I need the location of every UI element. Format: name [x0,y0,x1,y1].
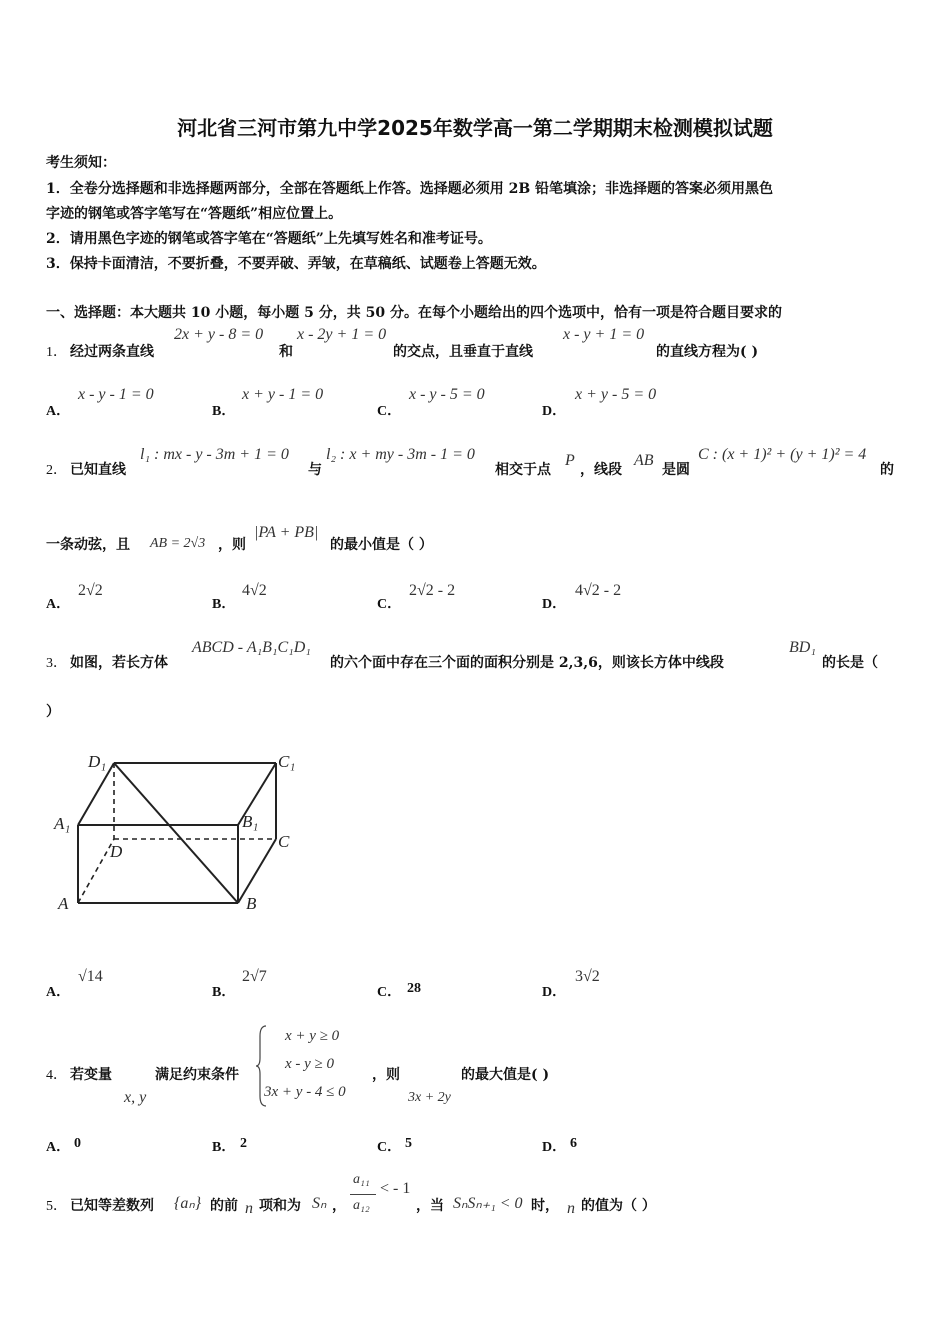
option-a-expr: 2√2 [78,582,103,599]
option-c-expr: x - y - 5 = 0 [409,386,485,403]
math-expression: AB [634,452,654,469]
question-text: 一条动弦，且 [46,537,130,553]
question-text: ，则 [372,1067,400,1083]
question-text: ） [46,704,60,720]
edge-a1d1 [78,763,114,825]
math-expression: |PA + PB| [254,524,319,541]
question-text: 相交于点 [495,462,551,478]
question-text: 的六个面中存在三个面的面积分别是 2,3,6，则该长方体中线段 [330,655,724,671]
math-expression: < - 1 [380,1180,411,1197]
fraction-denominator: a₁₂ [353,1198,370,1213]
math-expression: Sₙ [312,1195,327,1212]
question-text: 和 [279,344,293,360]
option-a-label[interactable]: A． [46,985,71,1000]
question-text: 已知直线 [70,462,126,478]
option-a-label[interactable]: A． [46,597,71,612]
option-a-expr: √14 [78,968,103,985]
question-text: 的长是（ [822,655,878,671]
vertex-label: D₁ [88,752,107,771]
option-b-expr: x + y - 1 = 0 [242,386,324,403]
math-expression: C : (x + 1)² + (y + 1)² = 4 [698,446,867,463]
question-number: 4． [46,1068,67,1083]
math-expression: {aₙ} [174,1195,202,1212]
question-text: 若变量 [70,1067,112,1083]
math-expression: BD₁ [789,639,816,656]
constraint-2: x - y ≥ 0 [285,1056,335,1072]
question-text: ，线段 [580,462,622,478]
option-a-expr: 0 [74,1136,81,1151]
vertex-label: D [110,842,123,861]
option-b-expr: 2√7 [242,968,267,985]
option-d-label[interactable]: D． [542,404,567,419]
notice-line-3: 3．保持卡面清洁，不要折叠，不要弄破、弄皱，在草稿纸、试题卷上答题无效。 [46,256,546,272]
question-number: 3． [46,656,67,671]
notice-line-1a: 1．全卷分选择题和非选择题两部分，全部在答题纸上作答。选择题必须用 2B 铅笔填涂；非选择题的答案必须用黑色 [46,181,774,197]
option-d-expr: 6 [570,1136,577,1151]
question-text: 的最小值是（ ） [330,537,433,553]
question-text: 经过两条直线 [70,344,154,360]
vertex-label: B [246,894,257,913]
fraction-bar [350,1194,376,1195]
option-b-label[interactable]: B． [212,597,236,612]
question-text: 的 [880,462,894,478]
segment-bd1 [114,763,238,903]
question-text: ，当 [416,1198,444,1214]
math-expression: SₙSₙ₊₁ < 0 [453,1195,523,1212]
option-c-label[interactable]: C． [377,404,402,419]
constraint-3: 3x + y - 4 ≤ 0 [264,1084,346,1100]
question-text: 的交点，且垂直于直线 [393,344,533,360]
math-expression: l₁ : mx - y - 3m + 1 = 0 [140,446,289,463]
question-text: 的值为（ ） [581,1198,656,1214]
vertex-label: B₁ [242,812,259,831]
question-text: 是圆 [662,462,690,478]
option-b-label[interactable]: B． [212,985,236,1000]
page-title: 河北省三河市第九中学2025年数学高一第二学期期末检测模拟试题 [177,116,773,140]
notice-line-2: 2．请用黑色字迹的钢笔或答字笔在“答题纸”上先填写姓名和准考证号。 [46,231,492,247]
question-text: 的前 [210,1198,238,1214]
option-d-expr: x + y - 5 = 0 [575,386,657,403]
math-expression: 2x + y - 8 = 0 [174,326,264,343]
constraint-1: x + y ≥ 0 [285,1028,340,1044]
section-heading: 一、选择题：本大题共 10 小题，每小题 5 分，共 50 分。在每个小题给出的四个选项中，恰有一项是符合题目要求的 [46,305,782,321]
option-c-expr: 2√2 - 2 [409,582,456,599]
question-text: ，则 [218,537,246,553]
option-a-label[interactable]: A． [46,404,71,419]
option-d-expr: 3√2 [575,968,600,985]
question-text: 时， [531,1198,559,1214]
question-text: ， [332,1198,346,1214]
option-c-label[interactable]: C． [377,985,402,1000]
notice-heading: 考生须知： [46,155,116,171]
option-d-label[interactable]: D． [542,985,567,1000]
cuboid-figure [48,745,308,935]
math-expression: l₂ : x + my - 3m - 1 = 0 [326,446,475,463]
edge-bc [238,839,276,903]
vertex-label: A [58,894,69,913]
math-expression: n [245,1200,253,1217]
question-text: 项和为 [259,1198,301,1214]
vertex-label: A₁ [54,814,71,833]
math-expression: P [565,452,575,469]
question-number: 1． [46,345,67,360]
option-a-expr: x - y - 1 = 0 [78,386,154,403]
option-b-expr: 4√2 [242,582,267,599]
math-expression: AB = 2√3 [150,536,206,551]
option-a-label[interactable]: A． [46,1140,71,1155]
math-expression: x - 2y + 1 = 0 [297,326,387,343]
hidden-edge-ad [78,839,114,903]
option-c-label[interactable]: C． [377,597,402,612]
vertex-label: C [278,832,290,851]
option-d-expr: 4√2 - 2 [575,582,622,599]
fraction-numerator: a₁₁ [353,1172,370,1187]
question-number: 2． [46,463,67,478]
question-text: 如图，若长方体 [70,655,168,671]
math-expression: 3x + 2y [408,1090,451,1105]
option-c-expr: 5 [405,1136,412,1151]
option-d-label[interactable]: D． [542,1140,567,1155]
math-expression: x - y + 1 = 0 [563,326,645,343]
question-text: 的直线方程为( ) [656,344,759,360]
question-text: 已知等差数列 [70,1198,154,1214]
question-number: 5． [46,1199,67,1214]
vertex-label: C₁ [278,752,296,771]
notice-line-1b: 字迹的钢笔或答字笔写在“答题纸”相应位置上。 [46,206,343,222]
option-b-label[interactable]: B． [212,1140,236,1155]
option-d-label[interactable]: D． [542,597,567,612]
question-text: 的最大值是( ) [461,1067,550,1083]
option-b-expr: 2 [240,1136,247,1151]
question-text: 与 [308,462,322,478]
math-expression: n [567,1200,575,1217]
option-c-label[interactable]: C． [377,1140,402,1155]
question-text: 满足约束条件 [155,1067,239,1083]
math-expression: x, y [124,1089,147,1106]
math-expression: ABCD - A₁B₁C₁D₁ [192,639,311,656]
option-b-label[interactable]: B． [212,404,236,419]
option-c-expr: 28 [407,981,421,996]
